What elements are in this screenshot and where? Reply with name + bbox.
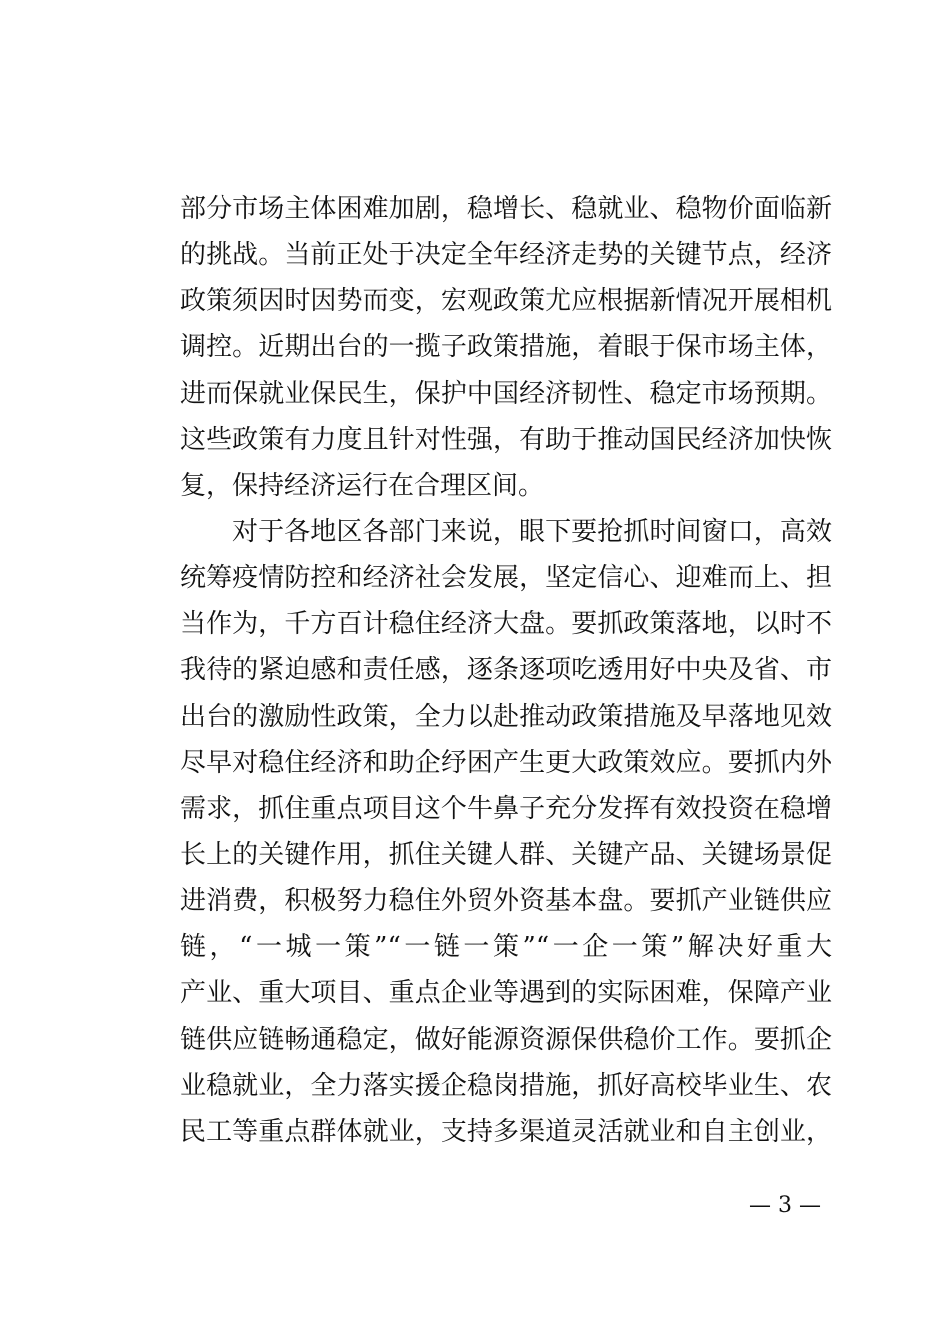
paragraph-2-line-2: 统筹疫情防控和经济社会发展，坚定信心、迎难而上、担 <box>180 563 832 593</box>
paragraph-1-line-2: 的挑战。当前正处于决定全年经济走势的关键节点，经济 <box>180 240 832 270</box>
paragraph-1-line-7: 复，保持经济运行在合理区间。 <box>180 471 545 501</box>
paragraph-2-line-7: 需求，抓住重点项目这个牛鼻子充分发挥有效投资在稳增 <box>180 794 832 824</box>
paragraph-2-line-5: 出台的激励性政策，全力以赴推动政策措施及早落地见效 <box>180 702 832 732</box>
paragraph-2-line-6: 尽早对稳住经济和助企纾困产生更大政策效应。要抓内外 <box>180 748 832 778</box>
paragraph-2-line-12: 链供应链畅通稳定，做好能源资源保供稳价工作。要抓企 <box>180 1025 832 1055</box>
page-number: — 3 — <box>749 1193 821 1218</box>
paragraph-1-line-5: 进而保就业保民生，保护中国经济韧性、稳定市场预期。 <box>180 379 832 409</box>
paragraph-1-line-6: 这些政策有力度且针对性强，有助于推动国民经济加快恢 <box>180 425 832 455</box>
paragraph-1-line-4: 调控。近期出台的一揽子政策措施，着眼于保市场主体， <box>180 332 832 362</box>
paragraph-2-line-8: 长上的关键作用，抓住关键人群、关键产品、关键场景促 <box>180 840 832 870</box>
paragraph-1-line-1: 部分市场主体困难加剧，稳增长、稳就业、稳物价面临新 <box>180 194 832 224</box>
paragraph-2-line-3: 当作为，千方百计稳住经济大盘。要抓政策落地，以时不 <box>180 609 832 639</box>
paragraph-2-line-1: 对于各地区各部门来说，眼下要抢抓时间窗口，高效 <box>232 517 832 547</box>
paragraph-2-line-11: 产业、重大项目、重点企业等遇到的实际困难，保障产业 <box>180 978 832 1008</box>
paragraph-2-line-13: 业稳就业，全力落实援企稳岗措施，抓好高校毕业生、农 <box>180 1071 832 1101</box>
paragraph-1-line-3: 政策须因时因势而变，宏观政策尤应根据新情况开展相机 <box>180 286 832 316</box>
paragraph-2-line-9: 进消费，积极努力稳住外贸外资基本盘。要抓产业链供应 <box>180 886 832 916</box>
paragraph-2-line-10: 链，“一城一策”“一链一策”“一企一策”解决好重大 <box>180 932 832 962</box>
paragraph-2-line-4: 我待的紧迫感和责任感，逐条逐项吃透用好中央及省、市 <box>180 655 832 685</box>
paragraph-2-line-14: 民工等重点群体就业，支持多渠道灵活就业和自主创业， <box>180 1117 832 1147</box>
